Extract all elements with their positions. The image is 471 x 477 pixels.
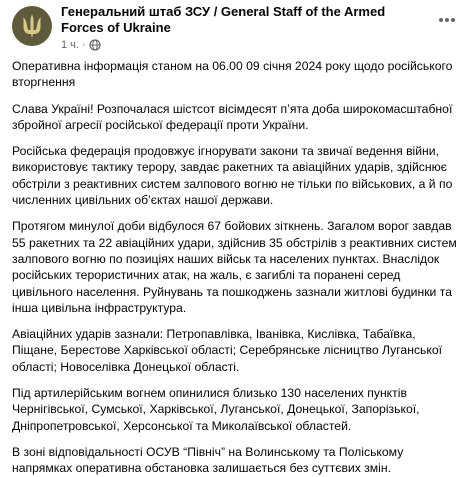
post-paragraph: Оперативна інформація станом на 06.00 09 січня 2024 року щодо російського вторгнення: [12, 59, 453, 90]
post-paragraph: В зоні відповідальності ОСУВ “Північ” на Волинському та Поліському напрямках оперативна обстановка залишається без суттєвих змін.: [12, 444, 404, 476]
post-subline: [61, 38, 459, 52]
separator-dot: ·: [81, 39, 86, 51]
more-options-button[interactable]: [433, 6, 461, 34]
post-header: [12, 4, 459, 50]
post-timestamp[interactable]: 1 ч.: [61, 39, 79, 51]
trident-emblem-icon: [21, 13, 43, 39]
post-paragraph: Під артилерійським вогнем опинилися близько 130 населених пунктів Чернігівської, Сумської, Харківської, Луганської, Донецької, Запорізької, Дніпропетровської, Херсонської та Миколаївської областей.: [12, 386, 420, 433]
post-paragraph: Слава Україні! Розпочалася шістсот вісімдесят п’ята доба широкомасштабної збройної агресії російської федерації проти України.: [12, 101, 453, 132]
post-paragraph: Авіаційних ударів зазнали: Петропавлівка, Іванівка, Кислівка, Табаївка, Піщане, Берестове Харківської області; Серебрянське лісництво Луганської області; Новоселівка Донецької області.: [12, 327, 443, 374]
more-horizontal-icon: [438, 17, 456, 23]
post-paragraph: Протягом минулої доби відбулося 67 бойових зіткнень. Загалом ворог завдав 55 ракетних та 22 авіаційних удари, здійснив 35 обстрілів з реактивних систем залпового вогню по позиціях наших військ та населених пунктах. Внаслідок російських терористичних атак, на жаль, є загиблі та поранені серед цивільного населення. Руйнувань та пошкоджень зазнали житлові будинки та інша цивільна інфраструктура.: [12, 219, 457, 315]
post-paragraph: Російська федерація продовжує ігнорувати закони та звичаї ведення війни, використовує тактику терору, завдає ракетних та авіаційних ударів, здійснює обстріли з реактивних систем залпового вогню не тільки по військових, а й по численних цивільних об’єктах нашої держави.: [12, 144, 453, 208]
post-content: [12, 58, 459, 477]
avatar[interactable]: [12, 6, 52, 46]
post-meta: [61, 4, 459, 52]
page-name-link[interactable]: Генеральний штаб ЗСУ / General Staff of the Armed Forces of Ukraine: [61, 4, 386, 35]
globe-icon[interactable]: [89, 39, 101, 51]
